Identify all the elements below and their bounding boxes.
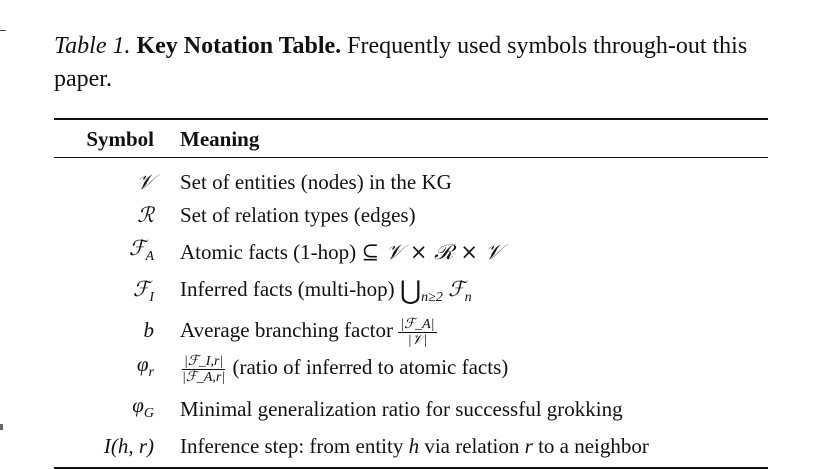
symbol-cell: $\varphi_r$ (136, 351, 154, 380)
meaning-cell: Atomic facts (1-hop) ⊆ 𝒱 × ℛ × 𝒱 (180, 240, 503, 264)
meaning-cell: Set of entities (nodes) in the KG (180, 170, 452, 194)
table-row (54, 273, 768, 314)
meaning-cell: Set of relation types (edges) (180, 203, 416, 227)
table-row (54, 430, 768, 467)
fraction: $\frac{\text{|ℱ\_I,r|}}{\text{|ℱ\_A,r|}}$ (182, 354, 226, 386)
meaning-cell: Average branching factor $\frac{\text{|ℱ\_A|}}{\text{|𝒱|}}$ (180, 316, 435, 348)
margin-mark-bottom (0, 424, 3, 430)
union-symbol: ⋃ (399, 276, 422, 305)
symbol-cell: b (143, 318, 154, 343)
table-row (54, 314, 768, 348)
symbol-cell: ℛ (137, 203, 154, 227)
symbol-cell: $\varphi_G$ (132, 392, 154, 421)
symbol-cell: I(h, r) (103, 433, 154, 458)
margin-mark-top (0, 30, 6, 31)
symbol-cell: ℱ$_A$ (128, 236, 154, 264)
table-row (54, 389, 768, 430)
table-row (54, 348, 768, 389)
meaning-cell: $\frac{\text{|ℱ\_I,r|}}{\text{|ℱ\_A,r|}}$ (ratio of inferred to atomic facts) (182, 354, 509, 386)
table-row (54, 158, 768, 199)
header-meaning: Meaning (180, 127, 260, 151)
table-caption (54, 30, 766, 96)
fraction: $\frac{\text{|ℱ\_A|}}{\text{|𝒱|}}$ (400, 316, 435, 348)
meaning-cell: Inference step: from entity h via relation r to a neighbor (180, 433, 649, 458)
header-symbol: Symbol (86, 127, 154, 151)
notation-table (54, 118, 768, 469)
meaning-cell: Inferred facts (multi-hop) $⋃_{n\ge 2}$ ℱ$_n$ (180, 276, 472, 305)
header-row (54, 120, 768, 157)
table-row (54, 232, 768, 273)
table-row (54, 199, 768, 232)
symbol-cell: 𝒱 (136, 170, 154, 194)
caption-text: Frequently used symbols through-out this paper. (54, 33, 748, 92)
caption-label: Table 1. (54, 33, 131, 59)
caption-title: Key Notation Table. (136, 33, 342, 59)
symbol-cell: ℱ$_I$ (132, 277, 154, 305)
meaning-cell: Minimal generalization ratio for successful grokking (180, 396, 623, 421)
